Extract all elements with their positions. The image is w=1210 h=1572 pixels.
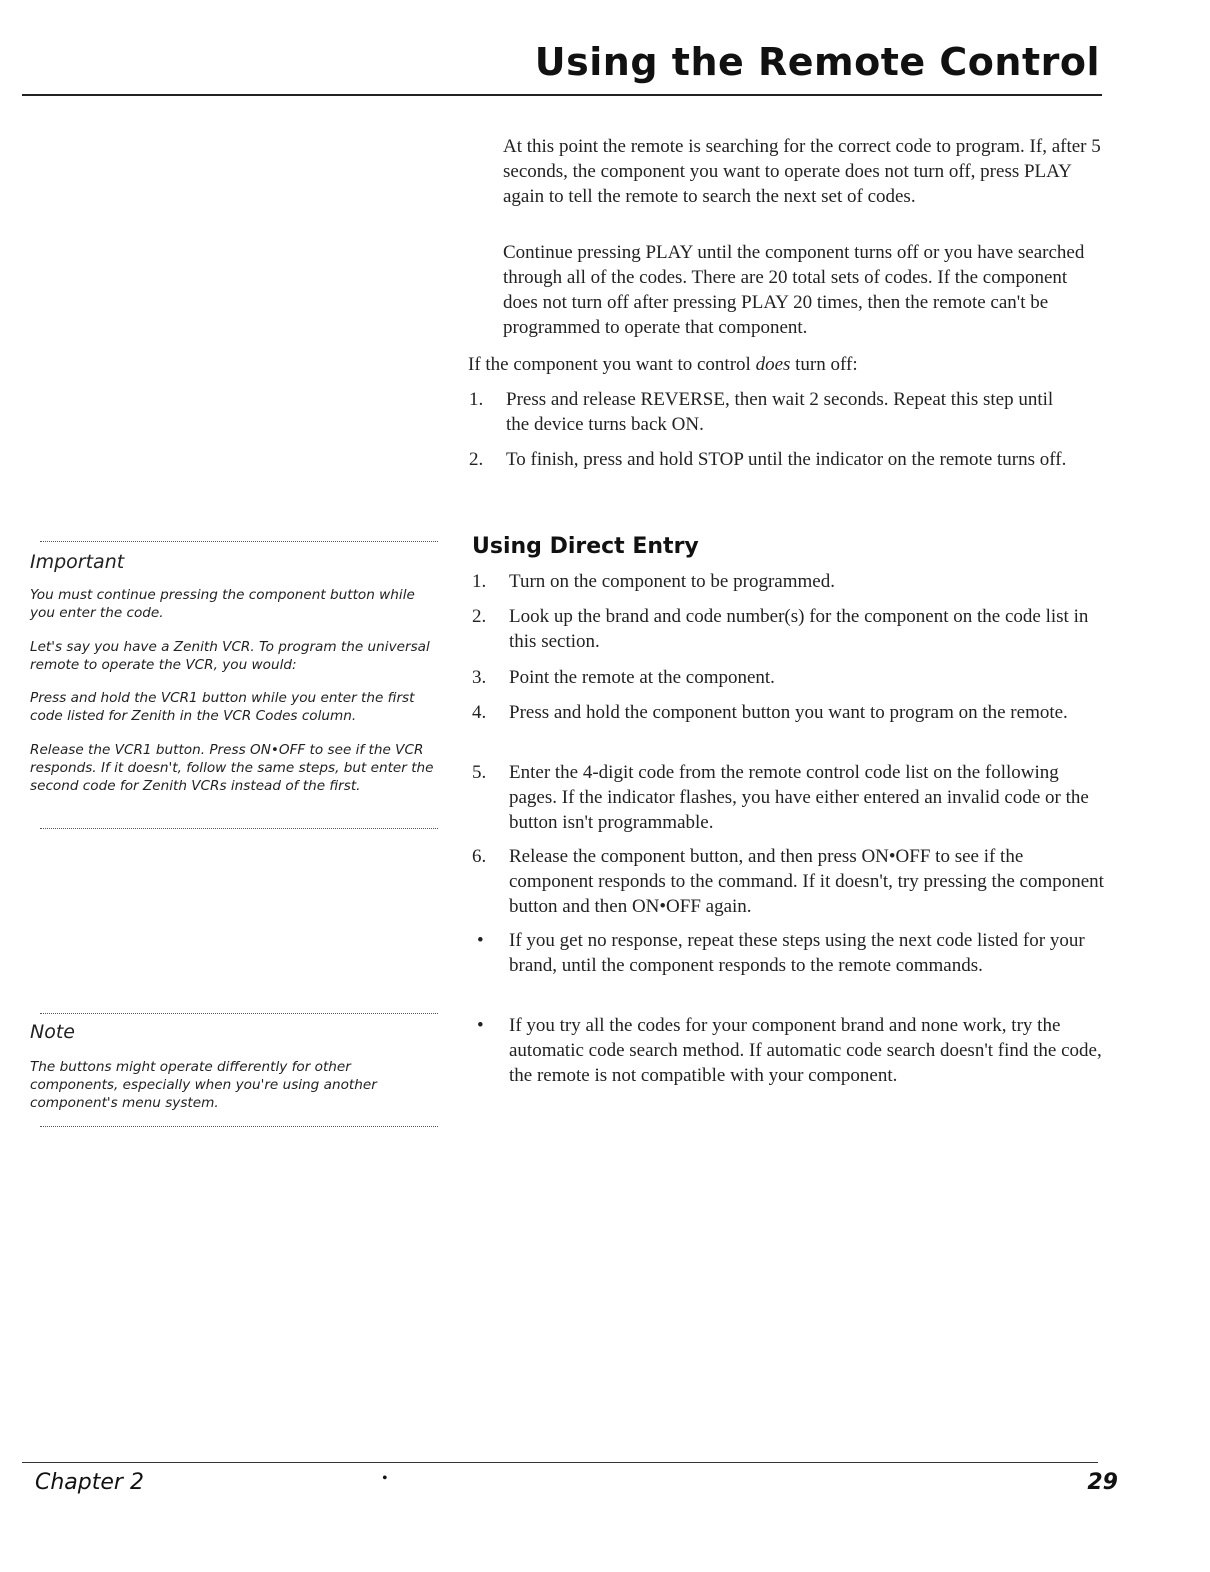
- footer-rule: [22, 1462, 1098, 1463]
- page-number: 29: [1087, 1470, 1118, 1495]
- chapter-label: Chapter 2: [35, 1470, 144, 1495]
- sidebar-divider: [40, 828, 438, 829]
- list-text: Release the component button, and then press ON•OFF to see if the component responds to the command. If it doesn't, try pressing the component button and then ON•OFF again.: [509, 846, 1104, 917]
- bullet: •: [477, 1015, 484, 1036]
- sidebar-divider: [40, 1126, 438, 1127]
- important-text: Press and hold the VCR1 button while you enter the first code listed for Zenith in the VCR Codes column.: [30, 690, 415, 724]
- title-rule: [22, 94, 1102, 96]
- important-text: Let's say you have a Zenith VCR. To program the universal remote to operate the VCR, you would:: [30, 639, 430, 673]
- important-text: Release the VCR1 button. Press ON•OFF to see if the VCR responds. If it doesn't, follow the same steps, but enter the second code for Zenith VCRs instead of the first.: [30, 742, 434, 794]
- note-text: The buttons might operate differently for other components, especially when you're using another component's menu system.: [30, 1059, 377, 1111]
- bullet: •: [477, 930, 484, 951]
- list-number: 4.: [472, 702, 487, 723]
- important-text: You must continue pressing the component button while you enter the code.: [30, 587, 415, 621]
- page-title: Using the Remote Control: [534, 40, 1100, 84]
- list-text: Look up the brand and code number(s) for the component on the code list in this section.: [509, 606, 1089, 652]
- list-number: 3.: [472, 667, 487, 688]
- list-text: To finish, press and hold STOP until the indicator on the remote turns off.: [506, 449, 1067, 470]
- list-number: 1.: [469, 389, 484, 410]
- list-text: If you get no response, repeat these steps using the next code listed for your brand, until the component responds to the remote commands.: [509, 930, 1085, 976]
- section-heading: Using Direct Entry: [472, 534, 699, 559]
- list-text: Enter the 4-digit code from the remote control code list on the following pages. If the indicator flashes, you have either entered an invalid code or the button isn't programmable.: [509, 762, 1089, 833]
- turnoff-lead: If the component you want to control does turn off:: [468, 354, 858, 375]
- intro-paragraph-2: Continue pressing PLAY until the component turns off or you have searched through all of the codes. There are 20 total sets of codes. If the component does not turn off after pressing PLAY 20 times, then the remote can't be programmed to operate that component.: [503, 242, 1085, 338]
- sidebar-divider: [40, 541, 438, 542]
- list-text: Press and hold the component button you want to program on the remote.: [509, 702, 1068, 723]
- intro-paragraph-1: At this point the remote is searching for the correct code to program. If, after 5 seconds, the component you want to operate does not turn off, press PLAY again to tell the remote to search the next set of codes.: [503, 136, 1101, 207]
- list-text: If you try all the codes for your component brand and none work, try the automatic code search method. If automatic code search doesn't find the code, the remote is not compatible with your component.: [509, 1015, 1102, 1086]
- list-text: Turn on the component to be programmed.: [509, 571, 835, 592]
- sidebar-divider: [40, 1013, 438, 1014]
- important-title: Important: [30, 551, 125, 573]
- note-title: Note: [30, 1021, 75, 1043]
- list-number: 2.: [469, 449, 484, 470]
- list-number: 1.: [472, 571, 487, 592]
- list-text: Press and release REVERSE, then wait 2 seconds. Repeat this step until the device turns back ON.: [506, 389, 1054, 435]
- list-number: 2.: [472, 606, 487, 627]
- list-number: 6.: [472, 846, 487, 867]
- footer-separator: •: [382, 1470, 388, 1487]
- list-text: Point the remote at the component.: [509, 667, 775, 688]
- list-number: 5.: [472, 762, 487, 783]
